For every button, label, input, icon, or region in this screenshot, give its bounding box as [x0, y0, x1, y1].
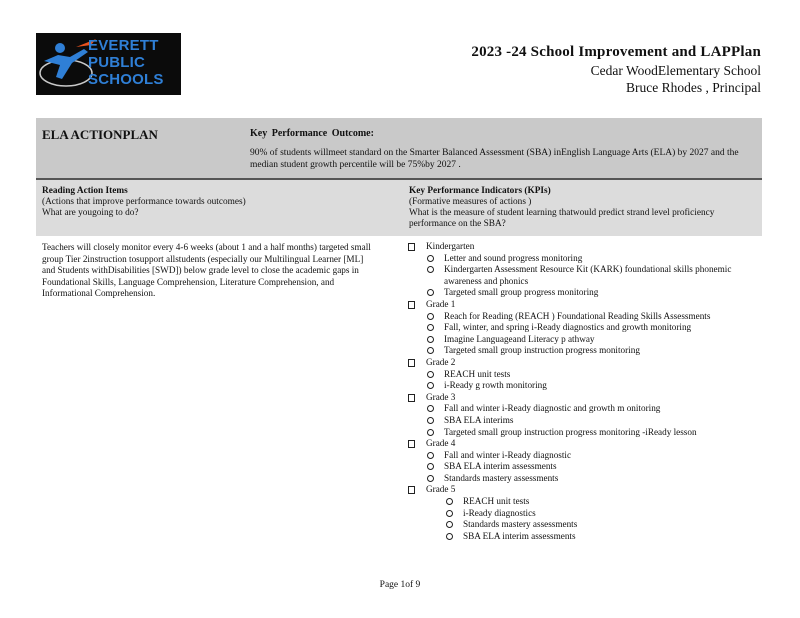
circle-bullet-icon [427, 324, 434, 331]
kpi-item-text: SBA ELA interim assessments [444, 461, 557, 472]
circle-bullet-icon [446, 521, 453, 528]
circle-bullet-icon [446, 510, 453, 517]
kpi-grade-group [408, 392, 758, 438]
circle-bullet-icon [427, 347, 434, 354]
kpi-list [408, 241, 758, 542]
kpi-subtitle: (Formative measures of actions ) [409, 197, 532, 207]
school-name: Cedar WoodElementary School [590, 63, 761, 78]
grade-label [408, 484, 758, 496]
kpi-item-text: Imagine Languageand Literacy p athway [444, 333, 595, 344]
circle-bullet-icon [446, 498, 453, 505]
grade-label [408, 357, 758, 369]
kpi-item [408, 450, 758, 462]
kpi-title: Key Performance Indicators (KPIs) [409, 186, 551, 196]
circle-bullet-icon [427, 266, 434, 273]
kpi-item-text: Fall, winter, and spring i-Ready diagnostics and growth monitoring [444, 322, 692, 333]
kpi-grade-group [408, 241, 758, 299]
kpi-item-text: REACH unit tests [463, 496, 530, 507]
kpi-grade-group [408, 484, 758, 542]
key-performance-outcome-text: 90% of students willmeet standard on the Smarter Balanced Assessment (SBA) inEnglish Language Arts (ELA) by 2027 and the median student growth percentile will be 75%by 2027 . [250, 148, 739, 170]
principal-name: Bruce Rhodes , Principal [626, 80, 761, 95]
kpi-item-text: Standards mastery assessments [463, 519, 578, 530]
district-logo [36, 33, 181, 95]
circle-bullet-icon [427, 429, 434, 436]
action-plan-table [36, 118, 762, 566]
kpi-grade-group [408, 438, 758, 484]
document-title: 2023 -24 School Improvement and LAPPlan [471, 44, 761, 60]
circle-bullet-icon [427, 417, 434, 424]
kpi-item [408, 287, 758, 299]
plan-title: ELA ACTIONPLAN [42, 127, 158, 142]
kpi-item-text: Reach for Reading (REACH ) Foundational Reading Skills Assessments [444, 310, 711, 321]
kpi-item-text: Targeted small group progress monitoring [444, 287, 599, 298]
grade-name: Grade 5 [426, 484, 456, 495]
circle-bullet-icon [427, 336, 434, 343]
kpi-item [408, 496, 758, 508]
kpi-item-text: SBA ELA interim assessments [463, 530, 576, 541]
circle-bullet-icon [427, 452, 434, 459]
kpi-item [408, 380, 758, 392]
kpi-item-text: Targeted small group instruction progress monitoring [444, 345, 640, 356]
square-bullet-icon [408, 394, 415, 402]
kpi-item-text: i-Ready diagnostics [463, 507, 536, 518]
grade-label [408, 241, 758, 253]
circle-bullet-icon [427, 463, 434, 470]
grade-label [408, 438, 758, 450]
grade-name: Grade 2 [426, 356, 456, 367]
action-items-header [42, 186, 246, 219]
grade-label [408, 299, 758, 311]
square-bullet-icon [408, 301, 415, 309]
square-bullet-icon [408, 440, 415, 448]
square-bullet-icon [408, 359, 415, 367]
circle-bullet-icon [427, 475, 434, 482]
kpi-grade-group [408, 299, 758, 357]
outcome-row [36, 118, 762, 178]
kpi-item [408, 519, 758, 531]
grade-name: Grade 1 [426, 298, 456, 309]
key-performance-outcome-label: Key Performance Outcome: [250, 128, 374, 139]
action-items-question: What are yougoing to do? [42, 208, 139, 218]
square-bullet-icon [408, 243, 415, 251]
kpi-item [408, 253, 758, 265]
kpi-item [408, 427, 758, 439]
kpi-item-text: Standards mastery assessments [444, 472, 559, 483]
action-items-title: Reading Action Items [42, 186, 128, 196]
kpi-item-text: REACH unit tests [444, 368, 511, 379]
kpi-item [408, 415, 758, 427]
circle-bullet-icon [427, 255, 434, 262]
circle-bullet-icon [427, 382, 434, 389]
kpi-item [408, 334, 758, 346]
kpi-item [408, 264, 758, 287]
circle-bullet-icon [427, 371, 434, 378]
circle-bullet-icon [446, 533, 453, 540]
kpi-item [408, 322, 758, 334]
kpi-item-text: SBA ELA interims [444, 414, 514, 425]
kpi-header [409, 186, 754, 230]
grade-name: Kindergarten [426, 241, 475, 251]
kpi-item [408, 345, 758, 357]
kpi-item [408, 311, 758, 323]
kpi-item [408, 508, 758, 520]
kpi-item [408, 473, 758, 485]
grade-label [408, 392, 758, 404]
kpi-grade-group [408, 357, 758, 392]
kpi-item [408, 403, 758, 415]
logo-line-2: PUBLIC [88, 54, 146, 71]
action-items-subtitle: (Actions that improve performance towards outcomes) [42, 197, 246, 207]
circle-bullet-icon [427, 405, 434, 412]
page-number: Page 1of 9 [379, 580, 421, 590]
kpi-item-text: Fall and winter i-Ready diagnostic [444, 449, 572, 460]
kpi-item-text: i-Ready g rowth monitoring [444, 380, 547, 391]
kpi-item [408, 369, 758, 381]
kpi-question: What is the measure of student learning thatwould predict strand level proficiency performance on the SBA? [409, 208, 715, 229]
content-row [36, 236, 762, 566]
column-headers-row [36, 180, 762, 236]
action-items-text: Teachers will closely monitor every 4-6 weeks (about 1 and a half months) targeted small group Tier 2instruction tosupport allstudents (especially our Multilingual Learner [ML] and Students withDisabilities [SWD]) below grade level to close the academic gaps in Foundational Skills, Language Comprehension, Literature Comprehension, and Informational Comprehension. [42, 242, 371, 298]
kpi-item-text: Fall and winter i-Ready diagnostic and growth m onitoring [444, 403, 661, 414]
kpi-item-text: Kindergarten Assessment Resource Kit (KARK) foundational skills phonemic awareness and phonics [444, 264, 732, 286]
kpi-item-text: Letter and sound progress monitoring [444, 252, 583, 263]
kpi-item-text: Targeted small group instruction progress monitoring -iReady lesson [444, 426, 697, 437]
square-bullet-icon [408, 486, 415, 494]
grade-name: Grade 3 [426, 391, 456, 402]
kpi-item [408, 461, 758, 473]
circle-bullet-icon [427, 313, 434, 320]
kpi-item [408, 531, 758, 543]
logo-line-1: EVERETT [88, 37, 159, 54]
grade-name: Grade 4 [426, 438, 456, 449]
document-header [471, 42, 761, 96]
circle-bullet-icon [427, 289, 434, 296]
logo-line-3: SCHOOLS [88, 71, 164, 88]
